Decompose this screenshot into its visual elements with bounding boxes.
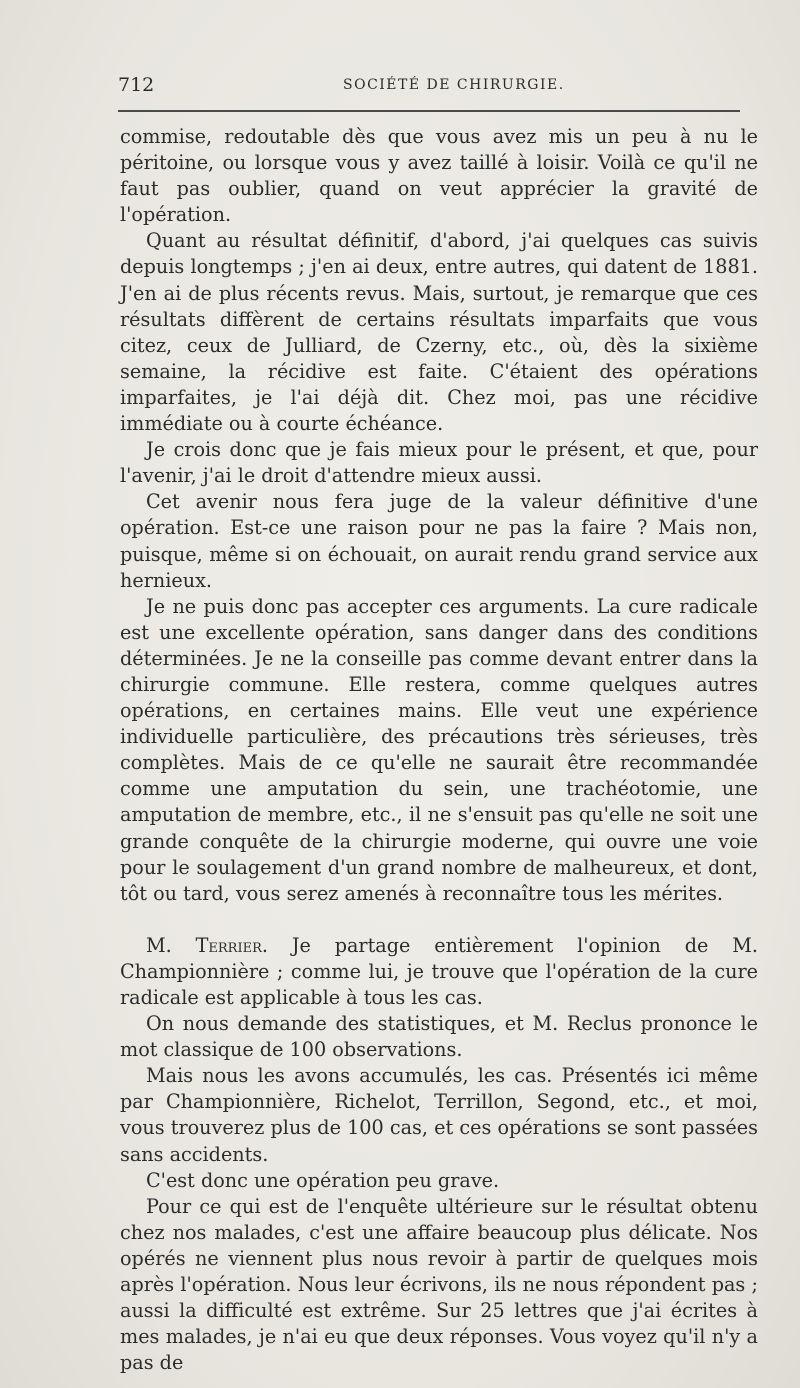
paragraph: Cet avenir nous fera juge de la valeur définitive d'une opération. Est-ce une raison pour ne pas la faire ? Mais non, puisque, même si on échouait, on aurait rendu grand service aux hernieux. <box>120 490 758 592</box>
speaker-prefix: M. <box>146 933 196 957</box>
speaker-text: . Je partage entièrement l'opinion de M. Championnière ; comme lui, je trouve que l'opération de la cure radicale est applicable à tous les cas. <box>120 933 758 1009</box>
paragraph: commise, redoutable dès que vous avez mis un peu à nu le péritoine, ou lorsque vous y avez taillé à loisir. Voilà ce qu'il ne faut pas oublier, quand on veut apprécier la gravité de l'opération. <box>120 125 758 227</box>
page-number: 712 <box>118 74 155 96</box>
paragraph: Mais nous les avons accumulés, les cas. Présentés ici même par Championnière, Richelot, Terrillon, Segond, etc., et moi, vous trouverez plus de 100 cas, et ces opérations se sont passées sans accidents. <box>120 1064 758 1166</box>
text-body <box>120 124 758 1376</box>
paragraph: Pour ce qui est de l'enquête ultérieure sur le résultat obtenu chez nos malades, c'est une affaire beaucoup plus délicate. Nos opérés ne viennent plus nous revoir à partir de quelques mois après l'opération. Nous leur écrivons, ils ne nous répondent pas ; aussi la difficulté est extrême. Sur 25 lettres que j'ai écrites à mes malades, je n'ai eu que deux réponses. Vous voyez qu'il n'y a pas de <box>120 1194 758 1375</box>
speaker-name: Terrier <box>195 933 262 957</box>
header-rule <box>118 110 740 112</box>
paragraph: C'est donc une opération peu grave. <box>146 1168 500 1192</box>
paragraph: Quant au résultat définitif, d'abord, j'ai quelques cas suivis depuis longtemps ; j'en ai deux, entre autres, qui datent de 1881. J'en ai de plus récents revus. Mais, surtout, je remarque que ces résultats diffèrent de certains résultats imparfaits que vous citez, ceux de Julliard, de Czerny, etc., où, dès la sixième semaine, la récidive est faite. C'étaient des opérations imparfaites, je l'ai déjà dit. Chez moi, pas une récidive immédiate ou à courte échéance. <box>120 229 758 436</box>
running-title: SOCIÉTÉ DE CHIRURGIE. <box>343 77 565 93</box>
speaker-paragraph <box>120 933 758 1011</box>
paragraph: On nous demande des statistiques, et M. Reclus prononce le mot classique de 100 observations. <box>120 1012 758 1062</box>
paragraph: Je ne puis donc pas accepter ces arguments. La cure radicale est une excellente opération, sans danger dans des conditions déterminées. Je ne la conseille pas comme devant entrer dans la chirurgie commune. Elle restera, comme quelques autres opérations, en certaines mains. Elle veut une expérience individuelle particulière, des précautions très sérieuses, très complètes. Mais de ce qu'elle ne saurait être recommandée comme une amputation du sein, une trachéotomie, une amputation de membre, etc., il ne s'ensuit pas qu'elle ne soit une grande conquête de la chirurgie moderne, qui ouvre une voie pour le soulagement d'un grand nombre de malheureux, et dont, tôt ou tard, vous serez amenés à reconnaître tous les mérites. <box>120 594 758 905</box>
paragraph: Je crois donc que je fais mieux pour le présent, et que, pour l'avenir, j'ai le droit d'attendre mieux aussi. <box>120 438 758 488</box>
page-header <box>118 74 740 96</box>
